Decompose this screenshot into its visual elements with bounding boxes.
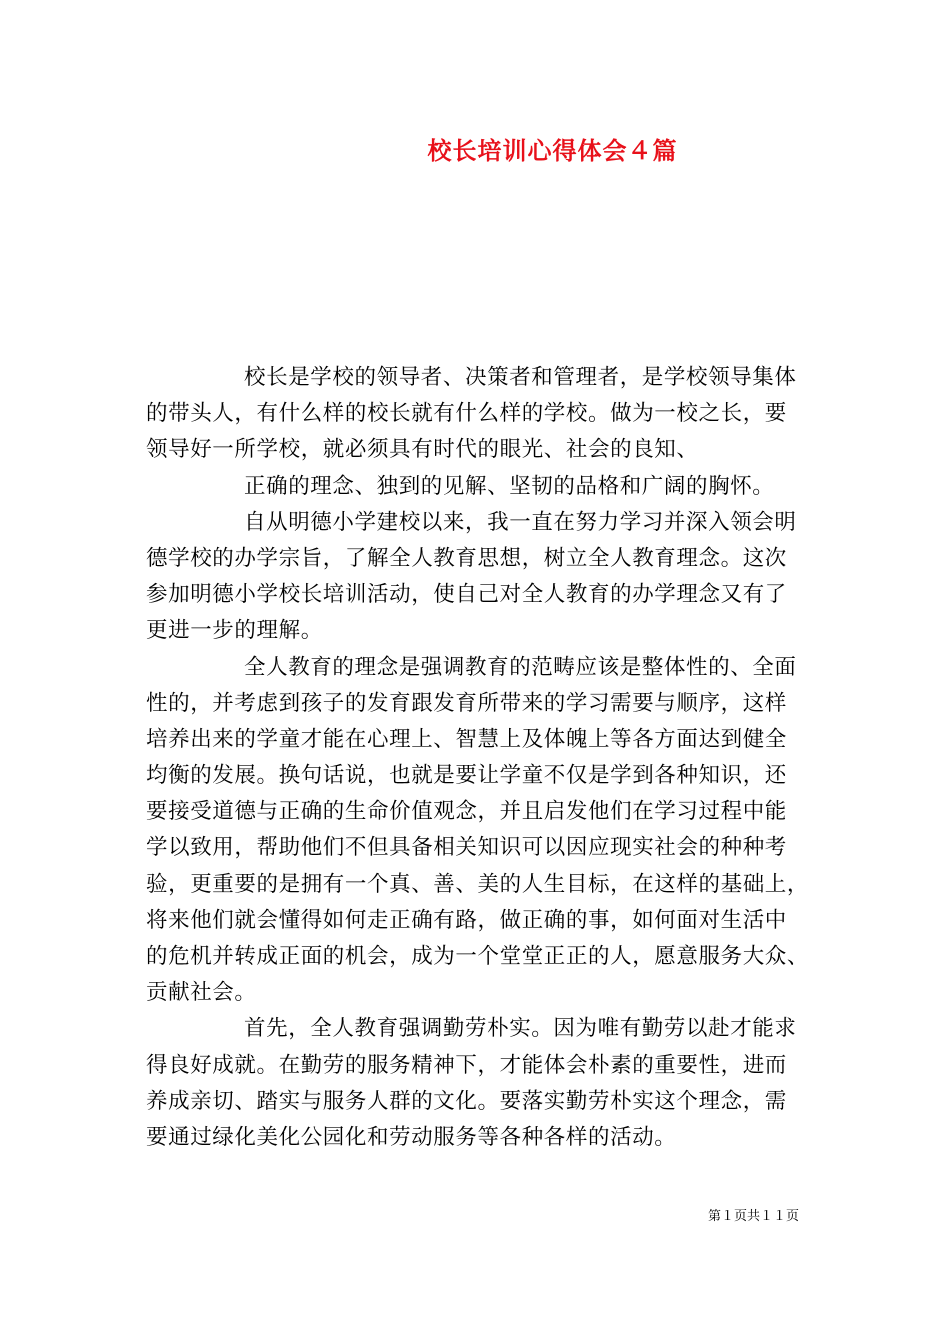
text-line: 培养出来的学童才能在心理上、智慧上及体魄上等各方面达到健全 [146,726,787,752]
text-line: 得良好成就。在勤劳的服务精神下，才能体会朴素的重要性，进而 [146,1052,787,1078]
document-title: 校长培训心得体会４篇 [427,136,678,165]
text-line: 要接受道德与正确的生命价值观念，并且启发他们在学习过程中能 [146,799,787,825]
page-number: 第１页共１１页 [708,1209,800,1224]
text-line: 领导好一所学校，就必须具有时代的眼光、社会的良知、 [146,437,699,463]
document-body [146,360,811,1156]
text-line: 参加明德小学校长培训活动，使自己对全人教育的办学理念又有了 [146,582,787,608]
text-line: 均衡的发展。换句话说，也就是要让学童不仅是学到各种知识，还 [146,763,787,789]
text-line: 贡献社会。 [146,980,257,1006]
text-line: 的带头人，有什么样的校长就有什么样的学校。做为一校之长，要 [146,401,787,427]
text-line: 德学校的办学宗旨，了解全人教育思想，树立全人教育理念。这次 [146,545,787,571]
text-line: 要通过绿化美化公园化和劳动服务等各种各样的活动。 [146,1124,677,1150]
text-line: 正确的理念、独到的见解、坚韧的品格和广阔的胸怀。 [244,473,775,499]
text-line: 性的，并考虑到孩子的发育跟发育所带来的学习需要与顺序，这样 [146,690,787,716]
text-line: 养成亲切、踏实与服务人群的文化。要落实勤劳朴实这个理念，需 [146,1088,787,1114]
text-line: 首先，全人教育强调勤劳朴实。因为唯有勤劳以赴才能求 [244,1016,797,1042]
text-line: 将来他们就会懂得如何走正确有路，做正确的事，如何面对生活中 [146,907,787,933]
text-line: 全人教育的理念是强调教育的范畴应该是整体性的、全面 [244,654,797,680]
text-line: 验，更重要的是拥有一个真、善、美的人生目标，在这样的基础上， [146,871,810,897]
text-line: 学以致用，帮助他们不但具备相关知识可以因应现实社会的种种考 [146,835,787,861]
text-line: 更进一步的理解。 [146,618,323,644]
text-line: 校长是学校的领导者、决策者和管理者，是学校领导集体 [244,365,797,390]
text-line: 自从明德小学建校以来，我一直在努力学习并深入领会明 [244,509,797,535]
text-line: 的危机并转成正面的机会，成为一个堂堂正正的人，愿意服务大众、 [146,944,810,969]
